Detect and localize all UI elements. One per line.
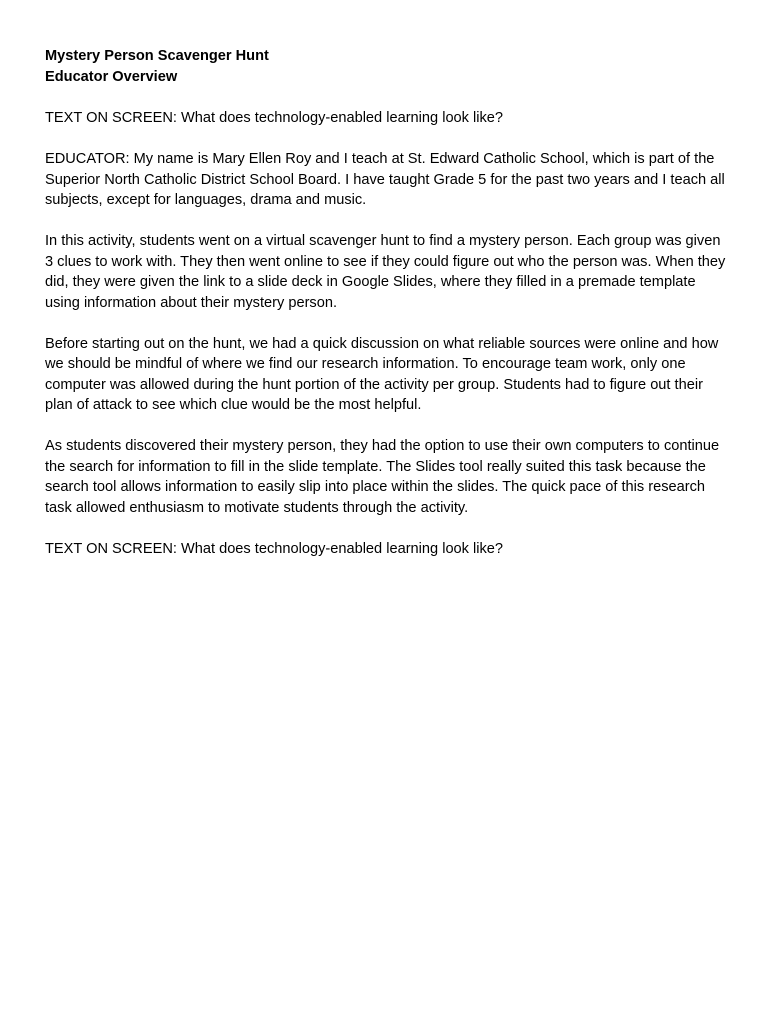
paragraph-activity-description: In this activity, students went on a virtual scavenger hunt to find a mystery person. Each group was given 3 clues to work with. They then went online to see if they could figure out who the person was. When they did, they were given the link to a slide deck in Google Slides, where they filled in a premade template using information about their mystery person.: [45, 233, 726, 311]
paragraph-text-on-screen-intro: TEXT ON SCREEN: What does technology-enabled learning look like?: [45, 110, 504, 126]
title-block: [45, 46, 730, 87]
document-body: [45, 46, 730, 580]
document-subtitle: Educator Overview: [45, 68, 178, 85]
paragraph-discussion: Before starting out on the hunt, we had a quick discussion on what reliable sources were online and how we should be mindful of where we find our research information. To encourage team work, only one computer was allowed during the hunt portion of the activity per group. Students had to figure out their plan of attack to see which clue would be the most helpful.: [45, 335, 719, 413]
paragraph-text-on-screen-outro: TEXT ON SCREEN: What does technology-enabled learning look like?: [45, 540, 504, 557]
paragraph-discovery: As students discovered their mystery person, they had the option to use their own computers to continue the search for information to fill in the slide template. The Slides tool really suited this task because the search tool allows information to easily slip into place within the slides. The quick pace of this research task allowed enthusiasm to motivate students through the activity.: [45, 438, 720, 516]
document-title: Mystery Person Scavenger Hunt: [45, 48, 269, 64]
paragraph-educator-intro: EDUCATOR: My name is Mary Ellen Roy and I teach at St. Edward Catholic School, which is part of the Superior North Catholic District School Board. I have taught Grade 5 for the past two years and I teach all subjects, except for languages, drama and music.: [45, 151, 725, 208]
